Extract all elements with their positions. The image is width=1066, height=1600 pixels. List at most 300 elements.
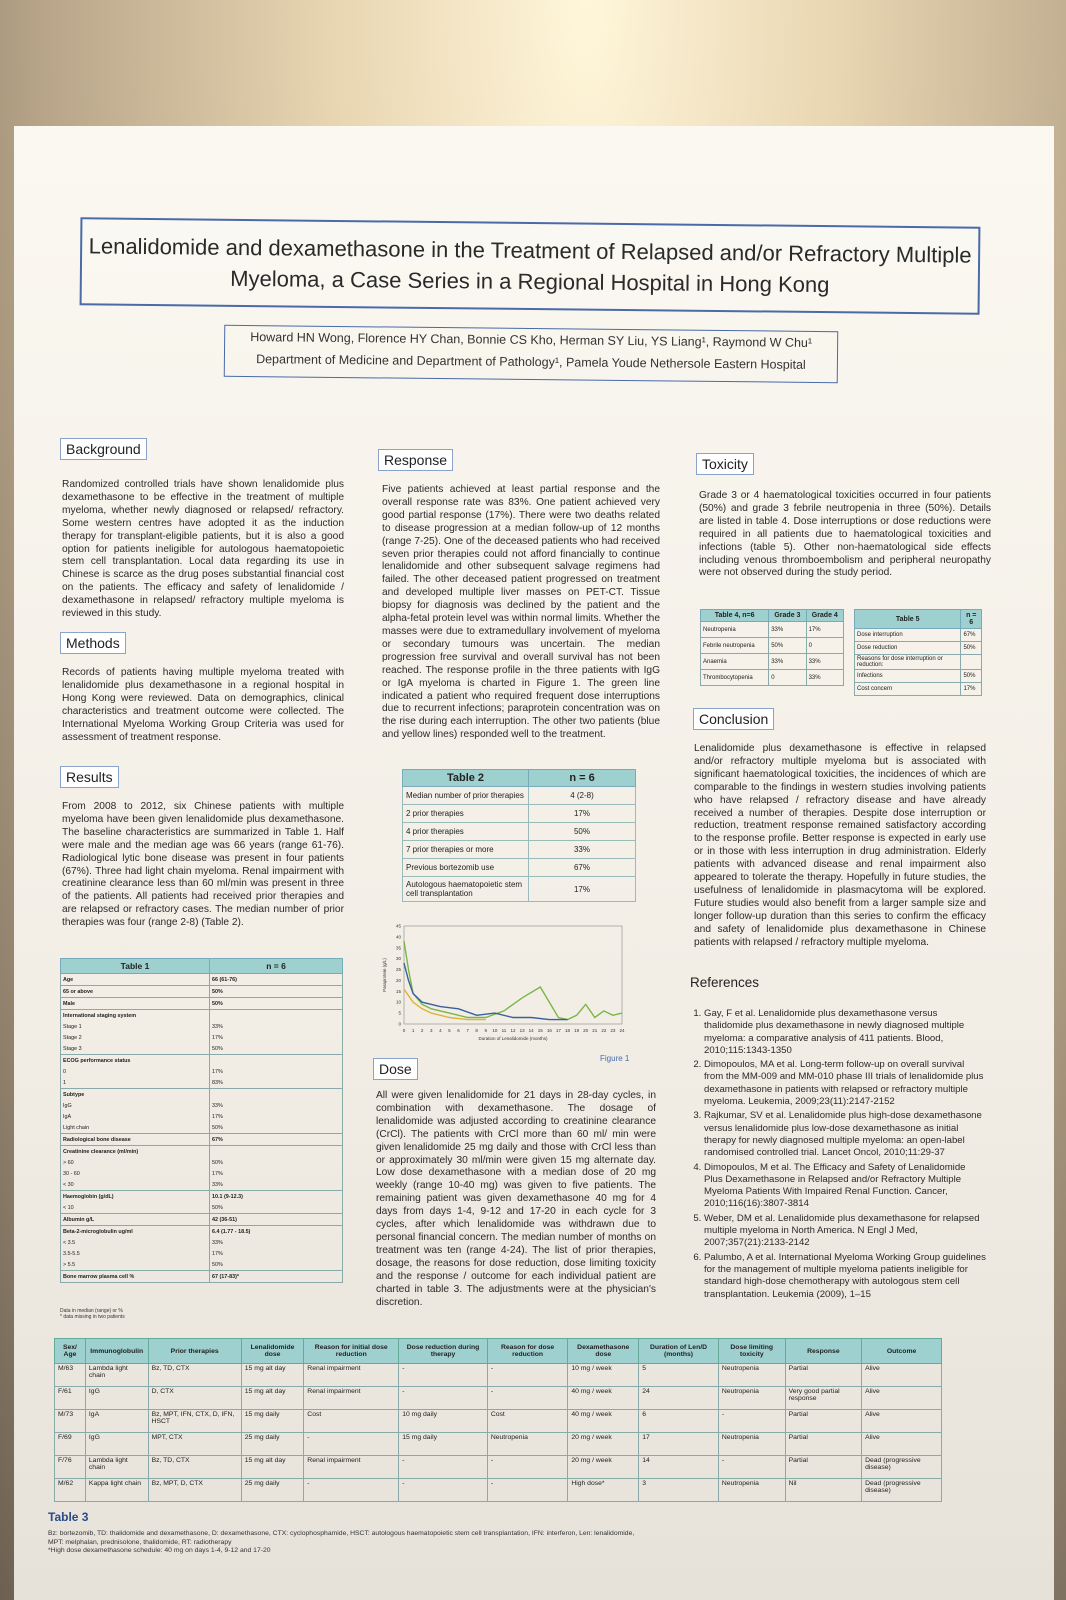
table-cell: 33% xyxy=(529,841,636,859)
toxicity-heading: Toxicity xyxy=(696,453,754,475)
table-cell: 30 - 60 xyxy=(61,1168,210,1179)
table-row xyxy=(61,1134,343,1146)
y-tick-label: 10 xyxy=(395,999,401,1005)
y-tick-label: 30 xyxy=(395,956,401,962)
x-tick-label: 19 xyxy=(574,1028,580,1033)
figure-1-caption: Figure 1 xyxy=(600,1054,630,1063)
table-cell: - xyxy=(399,1364,488,1387)
table-row xyxy=(403,805,636,823)
table-cell: 3 xyxy=(639,1479,719,1502)
table-cell: 10 mg daily xyxy=(399,1410,488,1433)
table-cell: 15 mg daily xyxy=(399,1433,488,1456)
table-row xyxy=(855,655,982,670)
table-header: Lenalidomide dose xyxy=(241,1339,304,1364)
table-row xyxy=(855,642,982,655)
table-row xyxy=(701,622,844,638)
table-cell: 17% xyxy=(210,1066,343,1077)
table-row xyxy=(61,1043,343,1055)
table-cell: D, CTX xyxy=(148,1387,241,1410)
x-tick-label: 7 xyxy=(466,1028,469,1033)
table-cell: 4 (2-8) xyxy=(529,787,636,805)
x-axis-label: Duration of Lenalidomide (months) xyxy=(478,1036,548,1041)
table-row xyxy=(61,1237,343,1248)
table-cell: 67% xyxy=(961,629,982,642)
x-tick-label: 2 xyxy=(420,1028,424,1033)
poster-title: Lenalidomide and dexamethasone in the Treatment of Relapsed and/or Refractory Multiple Myeloma, a Case Series in a Regional Hospital in Hong Kong xyxy=(80,217,981,314)
table-row xyxy=(55,1387,942,1410)
table-cell: Beta-2-microglobulin ug/ml xyxy=(61,1226,210,1238)
x-tick-label: 23 xyxy=(610,1028,616,1033)
table-cell: 20 mg / week xyxy=(568,1456,639,1479)
table-row xyxy=(55,1456,942,1479)
table-1-note: * data missing in two patients xyxy=(60,1314,125,1320)
table-cell: 4 prior therapies xyxy=(403,823,529,841)
table-cell: 50% xyxy=(961,670,982,683)
x-tick-label: 22 xyxy=(601,1028,607,1033)
table-cell: Neutropenia xyxy=(718,1433,785,1456)
table-cell: Male xyxy=(61,998,210,1010)
table-cell: 50% xyxy=(769,638,806,654)
table-cell: 6 xyxy=(639,1410,719,1433)
table-cell: 33% xyxy=(806,670,843,686)
table-cell: 2 prior therapies xyxy=(403,805,529,823)
table-header: Duration of Len/D (months) xyxy=(639,1339,719,1364)
table-cell: 50% xyxy=(210,998,343,1010)
table-cell: Neutropenia xyxy=(718,1387,785,1410)
table-cell xyxy=(210,1010,343,1022)
dose-text: All were given lenalidomide for 21 days in 28-day cycles, in combination with dexamethasone. The dosage of lenalidomide was adjusted according to creatinine clearance (CrCl). The patients with CrCl more than 60 ml/ min were given lenalidomide 25 mg daily and those with CrCl less than or approximately 30 ml/min were given 15 mg alternate day. Low dose dexamethasone with a median dose of 20 mg weekly (range 10-40 mg) was given to five patients. The remaining patient was given dexamethasone 40 mg for 4 days from days 1-4, 9-12 and 17-20 in each cycle for 3 cycles, after which lenalidomide was withdrawn due to personal financial concern. The median number of months on treatment was ten (range 4-24). The list of prior therapies, dosage, the reasons for dose reduction, dose limiting toxicity and the response / outcome for each individual patient are charted in table 3. The adjustments were at the physician's discretion. xyxy=(376,1090,656,1308)
table-cell: 17% xyxy=(210,1032,343,1043)
table-cell: 33% xyxy=(806,654,843,670)
table-cell: Bz, MPT, D, CTX xyxy=(148,1479,241,1502)
table-cell: Thrombocytopenia xyxy=(701,670,769,686)
table-1-header: Table 1 xyxy=(61,959,210,974)
y-axis-label: Paraprotein (g/L) xyxy=(382,958,387,992)
table-cell: Stage 3 xyxy=(61,1043,210,1055)
table-3-label: Table 3 xyxy=(48,1510,89,1524)
table-cell: ECOG performance status xyxy=(61,1055,210,1067)
x-tick-label: 8 xyxy=(475,1028,478,1033)
table-cell: IgG xyxy=(85,1433,148,1456)
table-1 xyxy=(60,958,343,1283)
table-cell: M/73 xyxy=(55,1410,86,1433)
methods-text: Records of patients having multiple myeloma treated with lenalidomide plus dexamethasone in a regional hospital in Hong Kong were reviewed. Data on demographics, clinical characteristics and treatment outcome were collected. The International Myeloma Working Group Criteria was used for assessment of treatment response. xyxy=(62,667,344,743)
table-cell: Autologous haematopoietic stem cell transplantation xyxy=(403,877,529,902)
x-tick-label: 11 xyxy=(501,1028,507,1033)
table-cell: Nil xyxy=(785,1479,861,1502)
table-row xyxy=(61,1226,343,1238)
table-cell: Dead (progressive disease) xyxy=(862,1456,942,1479)
x-tick-label: 10 xyxy=(492,1028,498,1033)
table-row xyxy=(61,1066,343,1077)
table-cell: 17% xyxy=(529,805,636,823)
table-row xyxy=(403,859,636,877)
table-row xyxy=(55,1410,942,1433)
table-cell: Partial xyxy=(785,1456,861,1479)
reference-item: 1. Gay, F et al. Lenalidomide plus dexamethasone versus thalidomide plus dexamethasone in newly diagnosed multiple myeloma: a comparative analysis of 411 patients. Blood, 2010;115:1343-1350 xyxy=(704,1008,986,1057)
table-cell: Lambda light chain xyxy=(85,1456,148,1479)
table-cell: MPT, CTX xyxy=(148,1433,241,1456)
table-cell: 66 (61-76) xyxy=(210,974,343,986)
x-tick-label: 21 xyxy=(592,1028,598,1033)
table-cell: IgA xyxy=(85,1410,148,1433)
table-cell: - xyxy=(487,1364,567,1387)
table-row xyxy=(855,629,982,642)
table-row xyxy=(403,877,636,902)
table-header: Response xyxy=(785,1339,861,1364)
series-line-green xyxy=(404,941,622,1019)
table-cell: Neutropenia xyxy=(487,1433,567,1456)
table-cell: 67% xyxy=(210,1134,343,1146)
table-row xyxy=(403,841,636,859)
table-cell: 25 mg daily xyxy=(241,1479,304,1502)
table-cell: F/76 xyxy=(55,1456,86,1479)
table-3-notes xyxy=(48,1530,648,1556)
y-tick-label: 0 xyxy=(398,1021,401,1027)
table-cell: Bz, MPT, IFN, CTX, D, IFN, HSCT xyxy=(148,1410,241,1433)
table-cell: 20 mg / week xyxy=(568,1433,639,1456)
table-cell: M/62 xyxy=(55,1479,86,1502)
table-row xyxy=(61,1111,343,1122)
table-header: Outcome xyxy=(862,1339,942,1364)
table-header: Dexamethasone dose xyxy=(568,1339,639,1364)
table-cell: Alive xyxy=(862,1410,942,1433)
table-cell: Light chain xyxy=(61,1122,210,1134)
x-tick-label: 6 xyxy=(457,1028,460,1033)
table-cell: < 3.5 xyxy=(61,1237,210,1248)
table-cell: Dead (progressive disease) xyxy=(862,1479,942,1502)
table-cell: 17% xyxy=(210,1248,343,1259)
table-cell: 33% xyxy=(210,1179,343,1191)
table-cell: 24 xyxy=(639,1387,719,1410)
series-line-yellow xyxy=(404,989,486,1019)
table-cell: - xyxy=(487,1456,567,1479)
x-tick-label: 20 xyxy=(583,1028,589,1033)
table-cell xyxy=(210,1089,343,1101)
table-cell: 7 prior therapies or more xyxy=(403,841,529,859)
table-header: Dose limiting toxicity xyxy=(718,1339,785,1364)
figure-1-chart xyxy=(378,920,633,1050)
x-tick-label: 9 xyxy=(484,1028,488,1033)
table-cell: 50% xyxy=(210,986,343,998)
table-cell: 0 xyxy=(769,670,806,686)
table-cell: Alive xyxy=(862,1433,942,1456)
table-row xyxy=(61,1122,343,1134)
table-cell: Renal impairment xyxy=(304,1387,399,1410)
table-cell: 33% xyxy=(210,1100,343,1111)
table-cell: Neutropenia xyxy=(718,1364,785,1387)
table-1-notes xyxy=(60,1308,125,1320)
table-cell: 17% xyxy=(961,683,982,696)
table-cell: 6.4 (1.77 - 18.5) xyxy=(210,1226,343,1238)
table-cell: International staging system xyxy=(61,1010,210,1022)
table-cell: 33% xyxy=(210,1237,343,1248)
table-cell: Age xyxy=(61,974,210,986)
y-tick-label: 45 xyxy=(395,923,401,929)
table-row xyxy=(61,1055,343,1067)
x-tick-label: 12 xyxy=(510,1028,516,1033)
results-heading: Results xyxy=(60,766,119,788)
table-cell: Cost concern xyxy=(855,683,961,696)
authors: Howard HN Wong, Florence HY Chan, Bonnie CS Kho, Herman SY Liu, YS Liang¹, Raymond W Chu¹ xyxy=(250,330,813,350)
table-cell: Alive xyxy=(862,1387,942,1410)
table-cell: > 60 xyxy=(61,1157,210,1168)
table-cell: Alive xyxy=(862,1364,942,1387)
table-row xyxy=(55,1433,942,1456)
table-header: Immunoglobulin xyxy=(85,1339,148,1364)
table-row xyxy=(701,638,844,654)
table-cell: 25 mg daily xyxy=(241,1433,304,1456)
table-cell: High dose* xyxy=(568,1479,639,1502)
table-cell: Partial xyxy=(785,1433,861,1456)
y-tick-label: 20 xyxy=(395,977,401,983)
background-heading: Background xyxy=(60,438,147,460)
table-row xyxy=(61,1168,343,1179)
table-cell: Stage 2 xyxy=(61,1032,210,1043)
response-heading: Response xyxy=(378,449,453,471)
table-row xyxy=(855,683,982,696)
table-cell: 17% xyxy=(806,622,843,638)
table-4 xyxy=(700,609,844,686)
table-cell: 50% xyxy=(529,823,636,841)
table-row xyxy=(61,1248,343,1259)
table-cell: 5 xyxy=(639,1364,719,1387)
table-cell: Very good partial response xyxy=(785,1387,861,1410)
table-row xyxy=(55,1479,942,1502)
table-1-header: n = 6 xyxy=(210,959,343,974)
table-cell: - xyxy=(399,1387,488,1410)
x-tick-label: 4 xyxy=(439,1028,442,1033)
table-cell: Albumin g/L xyxy=(61,1214,210,1226)
table-header: Dose reduction during therapy xyxy=(399,1339,488,1364)
reference-item: 6. Palumbo, A et al. International Myeloma Working Group guidelines for the management of multiple myeloma patients ineligible for standard high-dose chemotherapy with autologous stem cell transplantation. Leukemia (2009), 1–15 xyxy=(704,1252,986,1301)
table-row xyxy=(701,670,844,686)
table-cell: Febrile neutropenia xyxy=(701,638,769,654)
table-cell: Renal impairment xyxy=(304,1456,399,1479)
reference-item: 5. Weber, DM et al. Lenalidomide plus dexamethasone for relapsed multiple myeloma in North America. N Engl J Med, 2007;357(21):2133-2142 xyxy=(704,1213,986,1250)
table-cell: Infections xyxy=(855,670,961,683)
table-cell: F/69 xyxy=(55,1433,86,1456)
table-cell: M/63 xyxy=(55,1364,86,1387)
table-cell: - xyxy=(304,1433,399,1456)
x-tick-label: 24 xyxy=(619,1028,625,1033)
table-row xyxy=(61,1146,343,1158)
table-header: Reason for initial dose reduction xyxy=(304,1339,399,1364)
table-3-note: *High dose dexamethasone schedule: 40 mg on days 1-4, 9-12 and 17-20 xyxy=(48,1547,271,1554)
y-tick-label: 35 xyxy=(395,945,401,951)
x-tick-label: 5 xyxy=(448,1028,451,1033)
table-row xyxy=(61,998,343,1010)
table-cell: Cost xyxy=(487,1410,567,1433)
table-cell: F/61 xyxy=(55,1387,86,1410)
conclusion-heading: Conclusion xyxy=(693,708,774,730)
table-row xyxy=(61,986,343,998)
table-cell: 40 mg / week xyxy=(568,1387,639,1410)
table-cell: Haemoglobin (g/dL) xyxy=(61,1191,210,1203)
table-row xyxy=(61,1259,343,1271)
x-tick-label: 14 xyxy=(528,1028,534,1033)
x-tick-label: 13 xyxy=(519,1028,525,1033)
table-cell: Median number of prior therapies xyxy=(403,787,529,805)
table-cell: 67% xyxy=(529,859,636,877)
table-cell: 15 mg daily xyxy=(241,1410,304,1433)
table-cell: < 30 xyxy=(61,1179,210,1191)
table-row xyxy=(61,1021,343,1032)
table-cell: 1 xyxy=(61,1077,210,1089)
table-cell: 3.5-5.5 xyxy=(61,1248,210,1259)
table-cell: - xyxy=(487,1479,567,1502)
table-cell: Previous bortezomib use xyxy=(403,859,529,877)
table-cell: - xyxy=(487,1387,567,1410)
table-cell: Partial xyxy=(785,1410,861,1433)
table-cell: Anaemia xyxy=(701,654,769,670)
table-row xyxy=(61,1271,343,1283)
table-cell: - xyxy=(718,1456,785,1479)
table-cell: 83% xyxy=(210,1077,343,1089)
table-cell: 33% xyxy=(210,1021,343,1032)
table-row xyxy=(61,1089,343,1101)
table-row xyxy=(61,974,343,986)
table-cell: - xyxy=(399,1479,488,1502)
table-cell: 50% xyxy=(210,1259,343,1271)
table-header: Sex/ Age xyxy=(55,1339,86,1364)
x-tick-label: 3 xyxy=(429,1028,433,1033)
author-box xyxy=(224,325,839,383)
table-row xyxy=(701,654,844,670)
x-tick-label: 1 xyxy=(411,1028,415,1033)
table-cell: IgG xyxy=(61,1100,210,1111)
methods-heading: Methods xyxy=(60,632,126,654)
table-cell: Bone marrow plasma cell % xyxy=(61,1271,210,1283)
conclusion-text: Lenalidomide plus dexamethasone is effective in relapsed and/or refractory multiple myeloma but is associated with significant haematological toxicities, the incidences of which are comparable to the findings in western studies involving patients who have relapsed / refractory disease and have already received a number of therapies. Despite dose interruption or reduction, treatment response remained satisfactory according to the response profile. Better response is expected in early use or in those with less interruption in drug administration. Elderly patients with advanced disease and renal impairment also appeared to tolerate the therapy. Hopefully in future studies, the usefulness of lenalidomide in plasmacytoma will be explored. Future studies would also benefit from a larger sample size and longer follow-up duration than this series to confirm the efficacy and safety of lenalidomide plus dexamethasone in Chinese patients with relapsed / refractory multiple myeloma. xyxy=(694,743,986,948)
table-cell xyxy=(210,1055,343,1067)
table-cell: Dose reduction xyxy=(855,642,961,655)
table-1-note: Data in median (range) or % xyxy=(60,1308,123,1314)
affiliation: Department of Medicine and Department of Pathology¹, Pamela Youde Nethersole Eastern Hospital xyxy=(256,352,806,372)
table-cell: Cost xyxy=(304,1410,399,1433)
table-row xyxy=(61,1100,343,1111)
table-header: Table 4, n=6 xyxy=(701,610,769,622)
table-cell: 50% xyxy=(961,642,982,655)
table-cell: 42 (36-51) xyxy=(210,1214,343,1226)
table-row xyxy=(61,1179,343,1191)
table-cell: 50% xyxy=(210,1043,343,1055)
table-cell: < 10 xyxy=(61,1202,210,1214)
table-row xyxy=(61,1202,343,1214)
table-header: n = 6 xyxy=(961,610,982,629)
table-2-header: n = 6 xyxy=(529,770,636,787)
reference-item: 3. Rajkumar, SV et al. Lenalidomide plus high-dose dexamethasone versus lenalidomide plus low-dose dexamethasone as initial therapy for newly diagnosed multiple myeloma: an open-label randomised controlled trial. Lancet Oncol, 2010;11:29-37 xyxy=(704,1110,986,1159)
table-cell: 67 (17-83)* xyxy=(210,1271,343,1283)
y-tick-label: 15 xyxy=(395,988,401,994)
table-cell: Kappa light chain xyxy=(85,1479,148,1502)
table-cell: Renal impairment xyxy=(304,1364,399,1387)
table-row xyxy=(61,1032,343,1043)
table-cell: 15 mg alt day xyxy=(241,1387,304,1410)
table-cell: 65 or above xyxy=(61,986,210,998)
response-text: Five patients achieved at least partial response and the overall response rate was 83%. One patient achieved very good partial response (17%). There were two deaths related to disease progression at a median follow-up of 12 months (range 7-25). One of the deceased patients who had received seven prior therapies could not afford financially to continue lenalidomide and other subsequent salvage regimens had failed. The other deceased patient progressed on treatment and developed multiple liver masses on PET-CT. Tissue biopsy for diagnosis was declined by the patient and the alpha-fetal protein level was within normal limits. Whether the masses were due to extramedullary involvement of myeloma or secondary tumours was uncertain. The median progression free survival and overall survival has not been reached. The response profile in the three patients with IgG or IgA myeloma is charted in Figure 1. The green line indicated a patient who required frequent dose interruptions due to recurrent infections; paraprotein concentration was on the rise during each interruption. The other two patients (blue and yellow lines) responded well to the treatment. xyxy=(382,484,660,741)
table-cell: Neutropenia xyxy=(718,1479,785,1502)
table-5 xyxy=(854,609,982,696)
table-row xyxy=(403,787,636,805)
y-tick-label: 40 xyxy=(395,934,401,940)
table-cell: Reasons for dose interruption or reduction: xyxy=(855,655,961,670)
x-tick-label: 15 xyxy=(537,1028,543,1033)
table-row xyxy=(61,1010,343,1022)
table-row xyxy=(61,1214,343,1226)
table-cell: Lambda light chain xyxy=(85,1364,148,1387)
table-2-header: Table 2 xyxy=(403,770,529,787)
y-tick-label: 5 xyxy=(398,1010,401,1016)
table-cell xyxy=(210,1146,343,1158)
toxicity-text: Grade 3 or 4 haematological toxicities occurred in four patients (50%) and grade 3 febrile neutropenia in three (50%). Details are listed in table 4. Dose interruptions or dose reductions were required in all patients due to haematological toxicities and infections (table 5). Other non-haematological side effects including venous thromboembolism and peripheral neuropathy were not observed during the study period. xyxy=(699,490,991,579)
table-header: Reason for dose reduction xyxy=(487,1339,567,1364)
y-tick-label: 25 xyxy=(395,967,401,973)
table-row xyxy=(55,1364,942,1387)
table-cell: 40 mg / week xyxy=(568,1410,639,1433)
table-row xyxy=(61,1077,343,1089)
table-cell: 15 mg alt day xyxy=(241,1456,304,1479)
table-cell: Partial xyxy=(785,1364,861,1387)
table-cell: IgA xyxy=(61,1111,210,1122)
table-header: Grade 4 xyxy=(806,610,843,622)
background-text: Randomized controlled trials have shown lenalidomide plus dexamethasone to be effective in the treatment of multiple myeloma, whether newly diagnosed or relapsed/ refractory. Some western centres have adopted it as the induction therapy for transplant-eligible patients, but it is also a good option for patients ineligible for autologous haematopoietic stem cell transplantation. Local data regarding its use in Chinese is scarce as the drug poses substantial financial cost on the patients. The efficacy and safety of lenalidomide / dexamethasone in relapsed/ refractory multiple myeloma is reviewed in this study. xyxy=(62,479,344,620)
table-header: Prior therapies xyxy=(148,1339,241,1364)
table-cell: 17% xyxy=(210,1111,343,1122)
table-cell: > 5.5 xyxy=(61,1259,210,1271)
table-cell: Creatinine clearance (ml/min) xyxy=(61,1146,210,1158)
table-row xyxy=(403,823,636,841)
table-cell: 17% xyxy=(210,1168,343,1179)
table-header: Table 5 xyxy=(855,610,961,629)
table-cell: Bz, TD, CTX xyxy=(148,1456,241,1479)
table-cell: - xyxy=(304,1479,399,1502)
reference-item: 2. Dimopoulos, MA et al. Long-term follow-up on overall survival from the MM-009 and MM-010 phase III trials of lenalidomide plus dexamethasone in patients with relapsed or refractory multiple myeloma. Leukemia, 2009;23(11):2147-2152 xyxy=(704,1059,986,1108)
table-cell: Neutropenia xyxy=(701,622,769,638)
reference-item: 4. Dimopoulos, M et al. The Efficacy and Safety of Lenalidomide Plus Dexamethasone in Relapsed and/or Refractory Multiple Myeloma Patients With Impaired Renal Function. Cancer, 2010;116(16):3807-3814 xyxy=(704,1162,986,1211)
table-cell: Subtype xyxy=(61,1089,210,1101)
table-cell: 33% xyxy=(769,622,806,638)
x-tick-label: 18 xyxy=(564,1028,571,1033)
table-cell: Dose interruption xyxy=(855,629,961,642)
results-text: From 2008 to 2012, six Chinese patients with multiple myeloma have been given lenalidomide plus dexamethasone. The baseline characteristics are summarized in Table 1. Half were male and the median age was 66 years (range 61-76). Radiological lytic bone disease was present in four patients (67%). Three had light chain myeloma. Renal impairment with creatinine clearance less than 60 ml/min was present in three of the patients. All patients had received prior therapies and are relapsed or refractory cases. The median number of prior therapies was four (range 2-8) (Table 2). xyxy=(62,801,344,929)
table-cell: - xyxy=(399,1456,488,1479)
table-cell xyxy=(961,655,982,670)
table-cell: 50% xyxy=(210,1157,343,1168)
table-cell: 17% xyxy=(529,877,636,902)
table-row xyxy=(855,670,982,683)
table-3-note: Bz: bortezomib, TD: thalidomide and dexamethasone, D: dexamethasone, CTX: cyclophosphamide, HSCT: autologous haematopoietic stem cell transplantation, IFN: interferon, Len: lenalidomide, MPT: melphalan, prednisolone, thalidomide, RT: radiotherapy xyxy=(48,1530,635,1546)
table-cell: Bz, TD, CTX xyxy=(148,1364,241,1387)
table-cell: 0 xyxy=(61,1066,210,1077)
table-cell: 50% xyxy=(210,1122,343,1134)
table-cell: Stage 1 xyxy=(61,1021,210,1032)
table-3 xyxy=(54,1338,942,1502)
table-row xyxy=(61,1191,343,1203)
table-2 xyxy=(402,769,636,902)
table-cell: 0 xyxy=(806,638,843,654)
dose-heading: Dose xyxy=(373,1058,418,1080)
table-cell: 33% xyxy=(769,654,806,670)
x-tick-label: 0 xyxy=(402,1028,406,1033)
references-heading: References xyxy=(690,975,760,990)
references-list xyxy=(688,1008,986,1303)
x-tick-label: 17 xyxy=(555,1028,561,1033)
table-cell: IgG xyxy=(85,1387,148,1410)
x-tick-label: 16 xyxy=(546,1028,552,1033)
table-cell: - xyxy=(718,1410,785,1433)
table-cell: Radiological bone disease xyxy=(61,1134,210,1146)
